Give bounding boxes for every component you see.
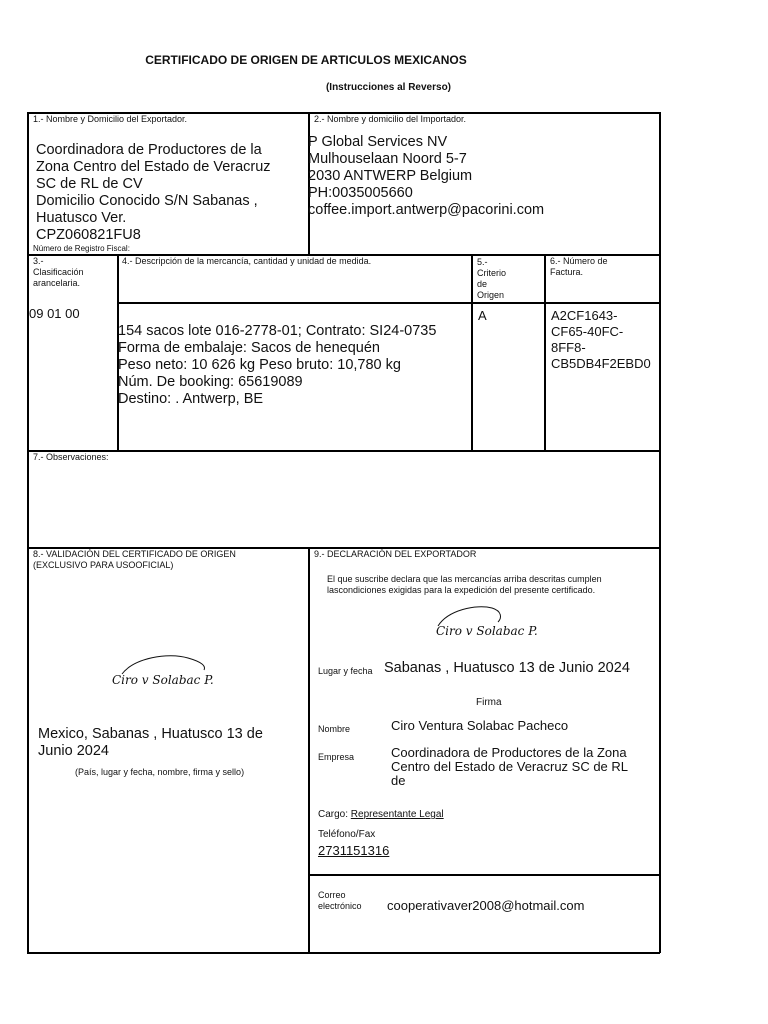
exporter-line: Huatusco Ver. xyxy=(36,210,127,226)
criterion-value: A xyxy=(478,308,487,323)
importer-line: Mulhouselaan Noord 5-7 xyxy=(308,151,467,167)
invoice-line: 8FF8- xyxy=(551,340,586,355)
place-label: Lugar y fecha xyxy=(318,666,373,676)
declaration-signature-text: Ciro v Solabac P. xyxy=(436,624,538,638)
declaration-statement: El que suscribe declara que las mercancías arriba descritas cumplen lascondiciones exigidas para la expedición del presente certificado. xyxy=(327,574,602,595)
border-left xyxy=(27,112,29,953)
exporter-line: Coordinadora de Productores de la xyxy=(36,142,262,158)
observations-label: 7.- Observaciones: xyxy=(33,452,109,462)
invoice-line: CB5DB4F2EBD0 xyxy=(551,356,651,371)
validation-label: 8.- VALIDACIÓN DEL CERTIFICADO DE ORIGEN (EXCLUSIVO PARA USOOFICIAL) xyxy=(33,549,236,570)
divider-validation-declaration xyxy=(308,547,310,953)
description-line: Destino: . Antwerp, BE xyxy=(118,391,264,407)
divider-goods-header xyxy=(117,302,660,304)
rfc-label: Número de Registro Fiscal: xyxy=(33,244,130,253)
classification-label: 3.- Clasificación arancelaria. xyxy=(33,256,84,288)
classification-value: 09 01 00 xyxy=(29,306,80,321)
divider-col5 xyxy=(544,254,546,451)
description-line: Forma de embalaje: Sacos de henequén xyxy=(118,340,380,356)
description-block xyxy=(118,323,436,408)
exporter-block xyxy=(36,142,271,244)
company-value: Coordinadora de Productores de la Zona Centro del Estado de Veracruz SC de RL de xyxy=(391,745,629,788)
importer-line: PH:0035005660 xyxy=(308,185,413,201)
invoice-block xyxy=(551,308,651,372)
validation-signature-text: Ciro v Solabac P. xyxy=(112,673,214,687)
invoice-label: 6.- Número de Factura. xyxy=(550,256,608,277)
phone-label: Teléfono/Fax xyxy=(318,829,376,840)
divider-row3 xyxy=(27,450,660,452)
firma-label: Firma xyxy=(476,697,502,708)
document-subtitle: (Instrucciones al Reverso) xyxy=(325,82,452,93)
description-line: Núm. De booking: 65619089 xyxy=(118,374,303,390)
name-label: Nombre xyxy=(318,724,351,734)
importer-line: coffee.import.antwerp@pacorini.com xyxy=(308,202,545,218)
importer-line: P Global Services NV xyxy=(308,134,448,150)
divider-email xyxy=(309,874,660,876)
exporter-line: Zona Centro del Estado de Veracruz xyxy=(36,159,271,175)
validation-note: (País, lugar y fecha, nombre, firma y sello) xyxy=(75,767,245,777)
importer-label: 2.- Nombre y domicilio del Importador. xyxy=(314,114,467,124)
place-value: Sabanas , Huatusco 13 de Junio 2024 xyxy=(384,660,630,676)
description-label: 4.- Descripción de la mercancía, cantidad y unidad de medida. xyxy=(122,256,372,266)
email-label: Correo electrónico xyxy=(318,890,362,911)
email-value: cooperativaver2008@hotmail.com xyxy=(387,898,585,913)
cargo-row xyxy=(318,809,444,820)
cargo-value: Representante Legal xyxy=(350,809,444,820)
name-value: Ciro Ventura Solabac Pacheco xyxy=(391,718,569,733)
border-bottom xyxy=(27,952,660,954)
divider-col4 xyxy=(471,254,473,451)
importer-block xyxy=(308,134,544,219)
importer-line: 2030 ANTWERP Belgium xyxy=(308,168,473,184)
criterion-label: 5.- Criterio de Origen xyxy=(477,257,507,300)
cargo-label: Cargo: xyxy=(318,809,349,820)
declaration-label: 9.- DECLARACIÓN DEL EXPORTADOR xyxy=(314,549,477,559)
invoice-line: CF65-40FC- xyxy=(551,324,624,339)
phone-value: 2731151316 xyxy=(318,843,390,858)
description-line: Peso neto: 10 626 kg Peso bruto: 10,780 kg xyxy=(118,357,401,373)
exporter-line: SC de RL de CV xyxy=(36,176,143,192)
company-label: Empresa xyxy=(318,752,355,762)
exporter-label: 1.- Nombre y Domicilio del Exportador. xyxy=(33,114,188,124)
validation-place-date: Mexico, Sabanas , Huatusco 13 de Junio 2024 xyxy=(38,726,263,759)
description-line: 154 sacos lote 016-2778-01; Contrato: SI24-0735 xyxy=(118,323,437,339)
document-title: CERTIFICADO DE ORIGEN DE ARTICULOS MEXICANOS xyxy=(145,53,467,67)
border-right xyxy=(659,112,661,953)
invoice-line: A2CF1643- xyxy=(551,308,618,323)
exporter-line: CPZ060821FU8 xyxy=(36,227,141,243)
exporter-line: Domicilio Conocido S/N Sabanas , xyxy=(36,193,258,209)
